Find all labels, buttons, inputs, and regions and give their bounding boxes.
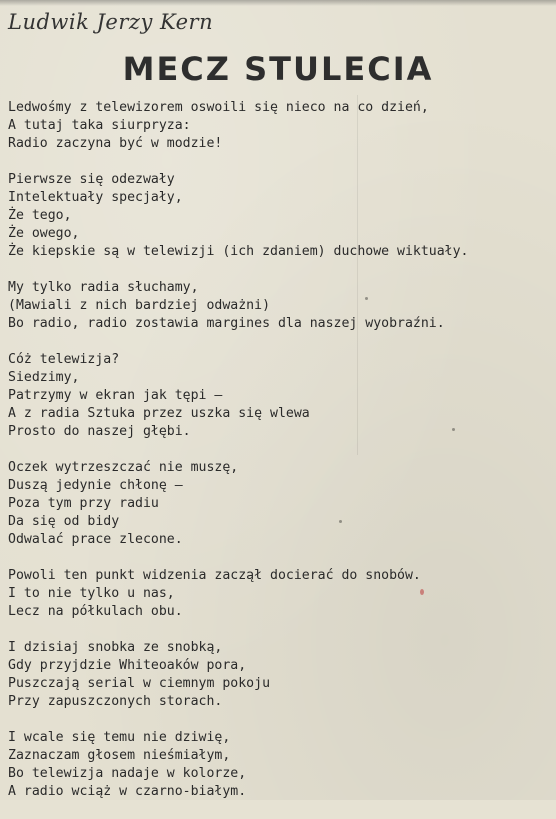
poem-line: Bo radio, radio zostawia margines dla naszej wyobraźni.	[8, 316, 445, 331]
poem-line: Poza tym przy radiu	[8, 496, 159, 511]
top-edge-shadow	[0, 0, 556, 6]
poem-line: Oczek wytrzeszczać nie muszę,	[8, 460, 239, 475]
poem-line: I to nie tylko u nas,	[8, 586, 175, 601]
poem-line: Puszczają serial w ciemnym pokoju	[8, 676, 271, 691]
stanza	[8, 171, 548, 261]
article-title: MECZ STULECIA	[122, 50, 434, 88]
poem-line: Siedzimy,	[8, 370, 80, 385]
ink-stain	[420, 589, 424, 595]
paper-speck	[452, 428, 455, 431]
poem-line: Lecz na półkulach obu.	[8, 604, 183, 619]
poem-line: Da się od bidy	[8, 514, 120, 529]
poem-body	[8, 99, 548, 819]
paper-speck	[339, 520, 342, 523]
poem-line: Prosto do naszej głębi.	[8, 424, 191, 439]
poem-line: Że kiepskie są w telewizji (ich zdaniem) duchowe wiktuały.	[8, 244, 469, 259]
poem-line: Bo telewizja nadaje w kolorze,	[8, 766, 247, 781]
poem-line: Odwalać prace zlecone.	[8, 532, 183, 547]
poem-line: Radio zaczyna być w modzie!	[8, 136, 223, 151]
poem-line: Że owego,	[8, 226, 80, 241]
poem-line: Duszą jedynie chłonę —	[8, 478, 183, 493]
stanza	[8, 459, 548, 549]
poem-line: Pierwsze się odezwały	[8, 172, 175, 187]
paper-speck	[365, 297, 368, 300]
poem-line: (Mawiali z nich bardziej odważni)	[8, 298, 271, 313]
poem-line: Intelektuały specjały,	[8, 190, 183, 205]
poem-line: Gdy przyjdzie Whiteoaków pora,	[8, 658, 247, 673]
author-name: Ludwik Jerzy Kern	[8, 10, 214, 34]
poem-line: My tylko radia słuchamy,	[8, 280, 199, 295]
poem-line: Zaznaczam głosem nieśmiałym,	[8, 748, 231, 763]
stanza	[8, 99, 548, 153]
poem-line: A radio wciąż w czarno-białym.	[8, 784, 247, 799]
stanza	[8, 351, 548, 441]
poem-line: A z radia Sztuka przez uszka się wlewa	[8, 406, 310, 421]
poem-line: I dzisiaj snobka ze snobką,	[8, 640, 223, 655]
poem-line: Że tego,	[8, 208, 72, 223]
poem-line: I wcale się temu nie dziwię,	[8, 730, 231, 745]
poem-line: Patrzymy w ekran jak tępi —	[8, 388, 223, 403]
stanza	[8, 567, 548, 621]
poem-line: Cóż telewizja?	[8, 352, 120, 367]
poem-line: Powoli ten punkt widzenia zaczął docierać do snobów.	[8, 568, 421, 583]
stanza	[8, 279, 548, 333]
stanza	[8, 639, 548, 711]
poem-line: Przy zapuszczonych storach.	[8, 694, 223, 709]
poem-line: Ledwośmy z telewizorem oswoili się nieco na co dzień,	[8, 100, 429, 115]
stanza	[8, 729, 548, 801]
poem-line: A tutaj taka siurpryza:	[8, 118, 191, 133]
